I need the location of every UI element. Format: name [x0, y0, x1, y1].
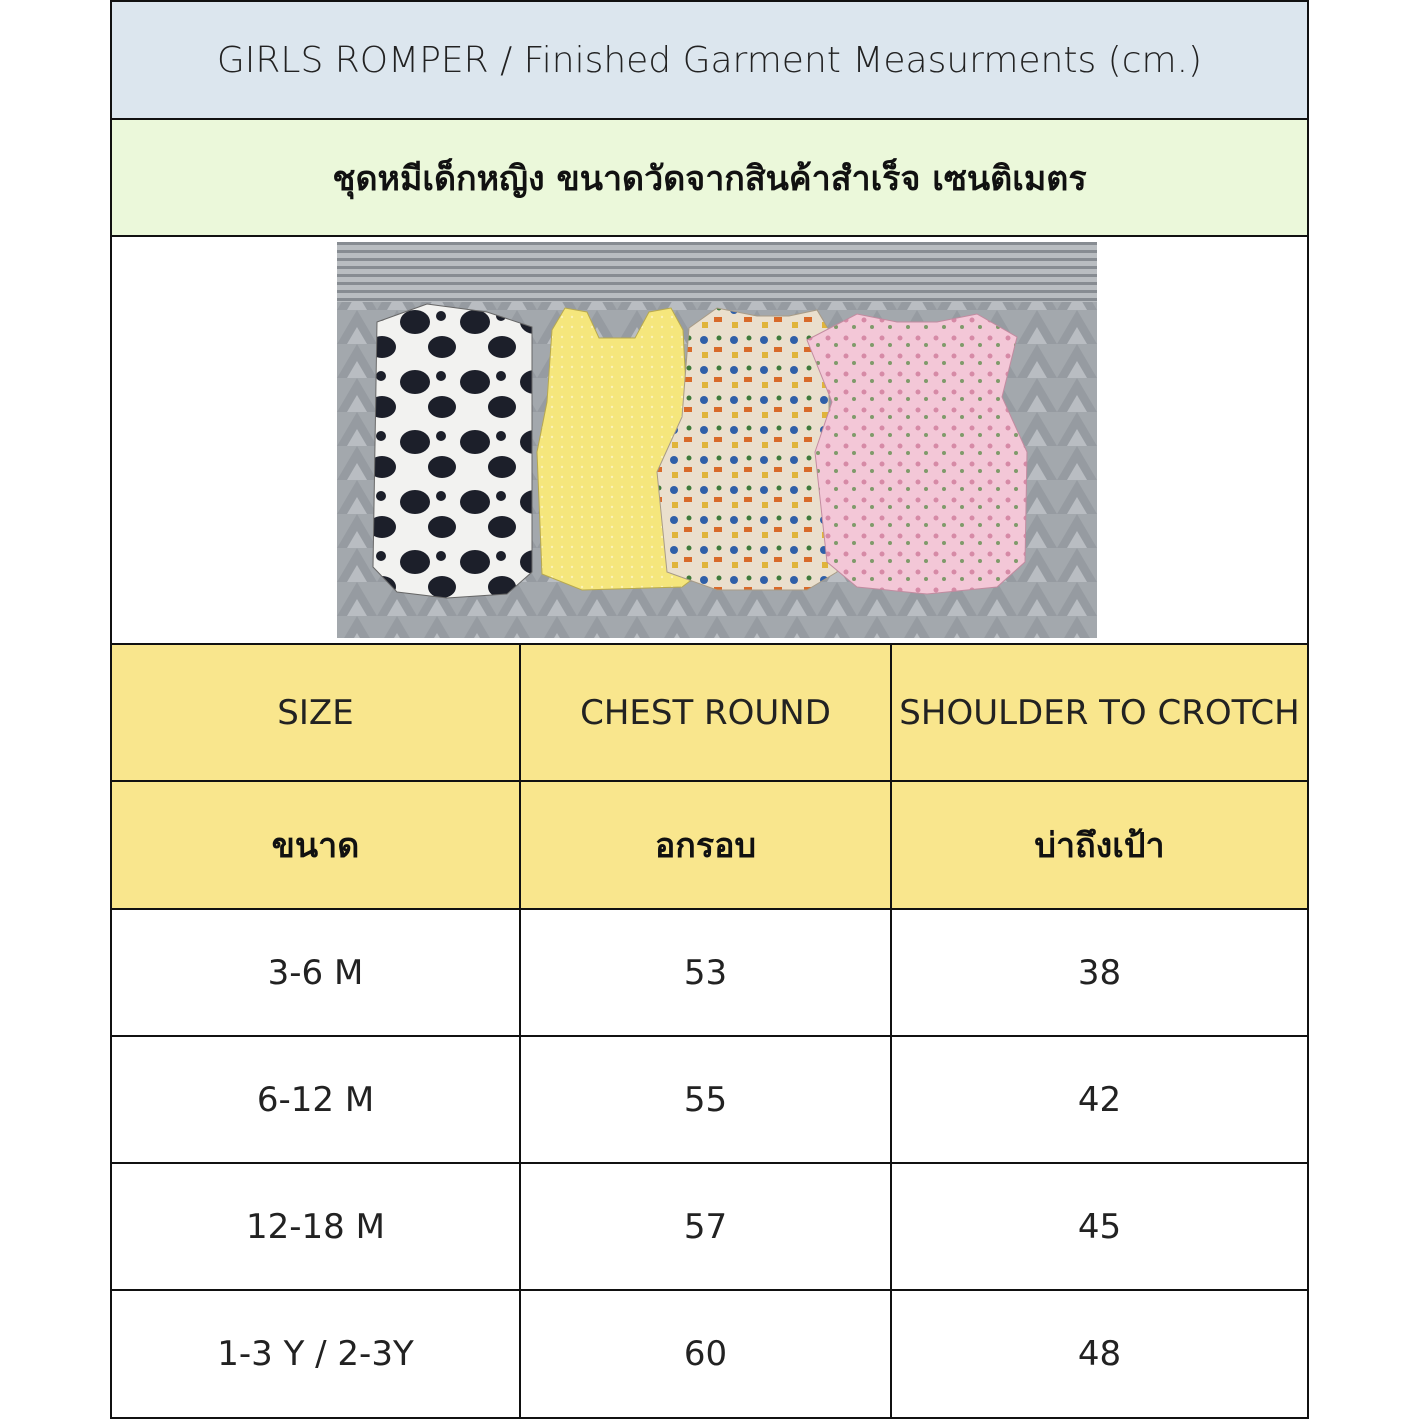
photo-section	[112, 237, 1307, 645]
table-row	[112, 1291, 1307, 1417]
shoulder-cell: 42	[1077, 1079, 1122, 1120]
chest-cell: 60	[521, 1291, 892, 1417]
size-cell: 1-3 Y / 2-3Y	[112, 1291, 521, 1417]
chest-cell: 53	[521, 910, 892, 1035]
table-row	[112, 1164, 1307, 1291]
shoulder-cell: 38	[1077, 952, 1122, 993]
title-english-text: GIRLS ROMPER / Finished Garment Measurments (cm.)	[216, 39, 1203, 81]
size-cell: 3-6 M	[112, 910, 521, 1035]
table-row	[112, 1037, 1307, 1164]
rompers-illustration	[337, 242, 1097, 638]
header-size-th: ขนาด	[112, 782, 521, 908]
size-chart-sheet	[110, 0, 1309, 1419]
title-english	[112, 2, 1307, 120]
shoulder-cell: 48	[1077, 1334, 1122, 1374]
table-header-th	[112, 782, 1307, 910]
size-cell: 12-18 M	[112, 1164, 521, 1289]
size-cell: 6-12 M	[112, 1037, 521, 1162]
chest-cell: 55	[521, 1037, 892, 1162]
shoulder-cell: 45	[1077, 1206, 1122, 1247]
header-size: SIZE	[112, 645, 521, 780]
product-photo	[337, 242, 1097, 638]
header-shoulder-th: บ่าถึงเป้า	[1034, 826, 1165, 866]
title-thai	[112, 120, 1307, 237]
header-chest: CHEST ROUND	[521, 645, 892, 780]
header-chest-th: อกรอบ	[521, 782, 892, 908]
chest-cell: 57	[521, 1164, 892, 1289]
table-row	[112, 910, 1307, 1037]
header-shoulder: SHOULDER TO CROTCH	[899, 692, 1300, 733]
table-header-en	[112, 645, 1307, 782]
title-thai-text: ชุดหมีเด็กหญิง ขนาดวัดจากสินค้าสำเร็จ เซนติเมตร	[332, 158, 1087, 199]
